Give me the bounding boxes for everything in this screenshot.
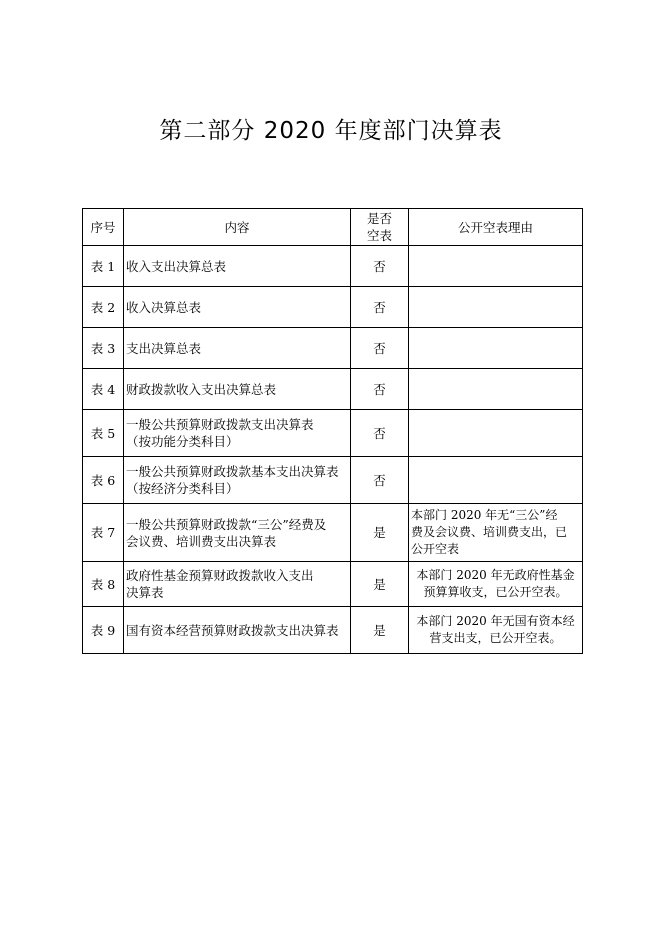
row-empty-flag: 否 (351, 369, 409, 410)
row-reason: 本部门 2020 年无“三公”经 费及会议费、培训费支出，已 公开空表 (409, 504, 583, 562)
row-content: 支出决算总表 (124, 328, 351, 369)
header-content: 内容 (124, 209, 351, 246)
row-no: 表 4 (83, 369, 124, 410)
row-reason: 本部门 2020 年无政府性基金 预算算收支，已公开空表。 (409, 562, 583, 607)
row-empty-flag: 是 (351, 504, 409, 562)
table-header-row (83, 209, 583, 246)
row-no: 表 6 (83, 457, 124, 504)
row-empty-flag: 是 (351, 562, 409, 607)
header-no: 序号 (83, 209, 124, 246)
row-no: 表 7 (83, 504, 124, 562)
row-reason (409, 287, 583, 328)
row-content: 收入决算总表 (124, 287, 351, 328)
row-content: 国有资本经营预算财政拨款支出决算表 (124, 607, 351, 654)
row-empty-flag: 否 (351, 457, 409, 504)
table-row (83, 369, 583, 410)
row-content: 一般公共预算财政拨款基本支出决算表 （按经济分类科目） (124, 457, 351, 504)
table-row (83, 457, 583, 504)
row-no: 表 3 (83, 328, 124, 369)
row-reason (409, 457, 583, 504)
header-reason: 公开空表理由 (409, 209, 583, 246)
row-no: 表 8 (83, 562, 124, 607)
row-reason: 本部门 2020 年无国有资本经 营支出支，已公开空表。 (409, 607, 583, 654)
row-content: 财政拨款收入支出决算总表 (124, 369, 351, 410)
row-reason (409, 369, 583, 410)
row-no: 表 9 (83, 607, 124, 654)
row-content: 一般公共预算财政拨款“三公”经费及 会议费、培训费支出决算表 (124, 504, 351, 562)
row-no: 表 1 (83, 246, 124, 287)
row-empty-flag: 否 (351, 246, 409, 287)
row-empty-flag: 否 (351, 328, 409, 369)
table-row (83, 607, 583, 654)
table-row (83, 328, 583, 369)
row-reason (409, 328, 583, 369)
page-title: 第二部分 2020 年度部门决算表 (159, 118, 503, 144)
row-reason (409, 246, 583, 287)
row-content: 政府性基金预算财政拨款收入支出 决算表 (124, 562, 351, 607)
row-content: 一般公共预算财政拨款支出决算表 （按功能分类科目） (124, 410, 351, 457)
table-row (83, 410, 583, 457)
header-empty-flag: 是否 空表 (351, 209, 409, 246)
row-reason (409, 410, 583, 457)
table-row (83, 246, 583, 287)
budget-tables-list (82, 208, 583, 654)
row-empty-flag: 否 (351, 287, 409, 328)
row-content: 收入支出决算总表 (124, 246, 351, 287)
row-no: 表 2 (83, 287, 124, 328)
row-empty-flag: 否 (351, 410, 409, 457)
row-no: 表 5 (83, 410, 124, 457)
table-row (83, 287, 583, 328)
table-row (83, 504, 583, 562)
table-row (83, 562, 583, 607)
row-empty-flag: 是 (351, 607, 409, 654)
